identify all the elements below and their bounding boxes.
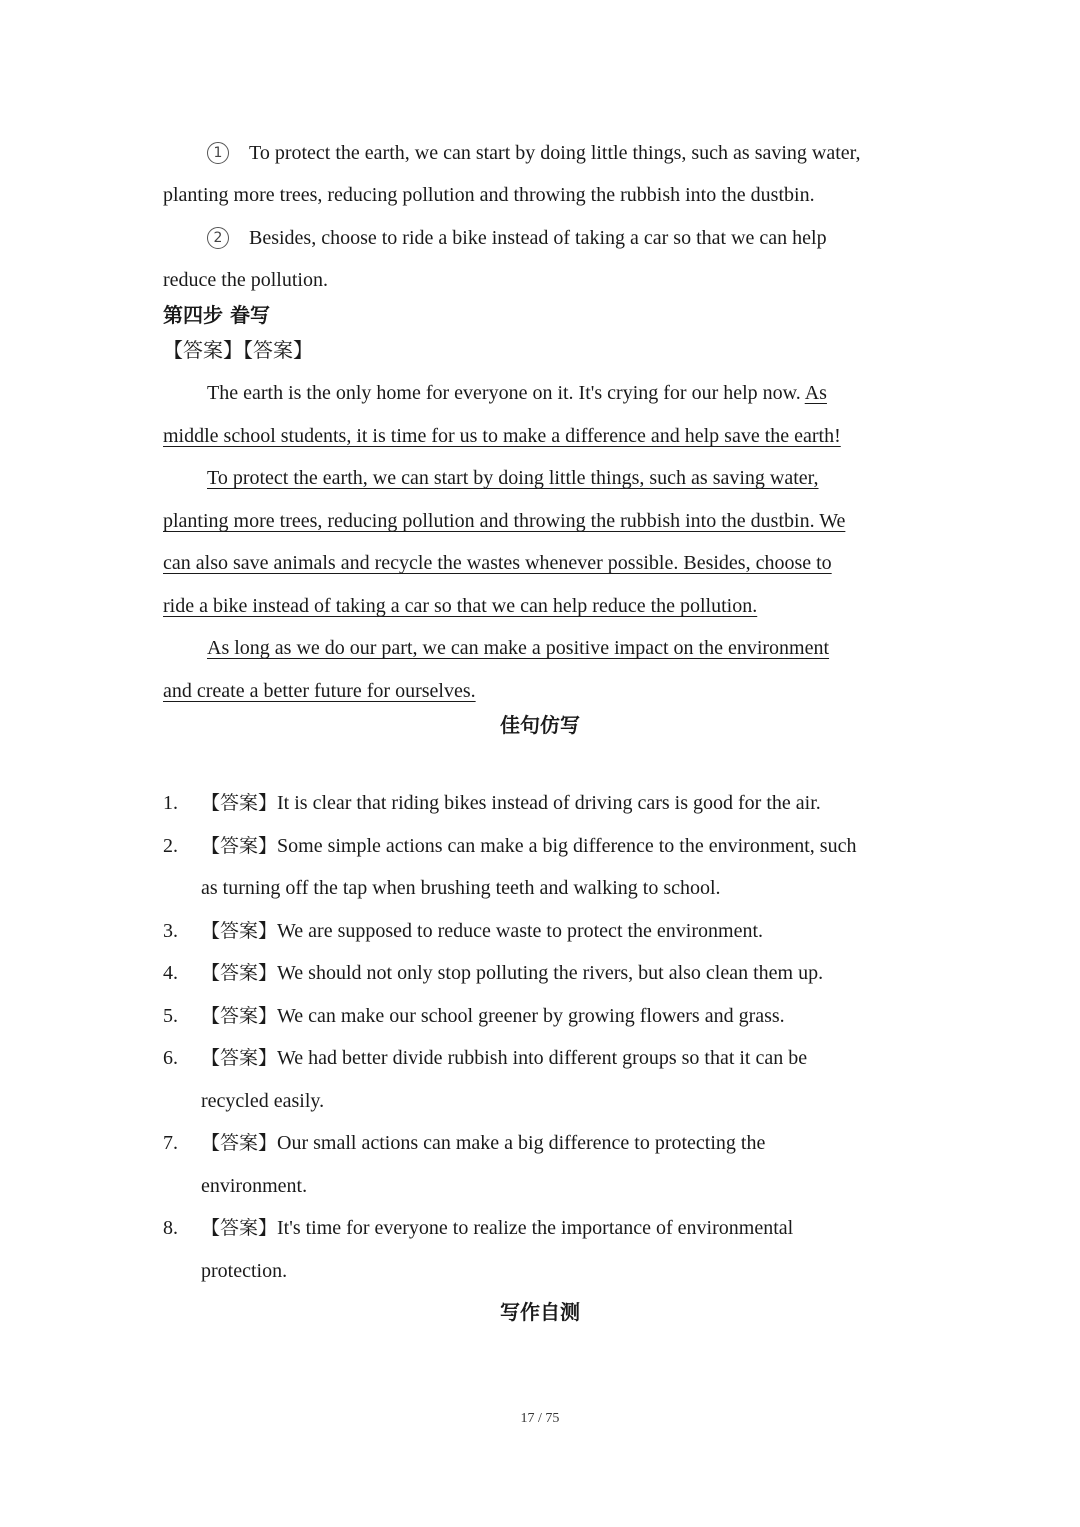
sentence-2: 2. 【答案】Some simple actions can make a big difference to the environment, such	[163, 835, 857, 857]
point-1-line-1: 1 To protect the earth, we can start by doing little things, such as saving water,	[207, 139, 861, 167]
sentence-1: 1. 【答案】It is clear that riding bikes instead of driving cars is good for the air.	[163, 792, 821, 814]
essay-p2-line-1: To protect the earth, we can start by doing little things, such as saving water,	[207, 467, 819, 489]
essay-p1-line-1: The earth is the only home for everyone on it. It's crying for our help now. As	[207, 382, 827, 404]
step4-heading: 第四步 眷写	[163, 303, 270, 327]
point-2-line-1: 2 Besides, choose to ride a bike instead of taking a car so that we can help	[207, 224, 827, 252]
sentence-6: 6. 【答案】We had better divide rubbish into different groups so that it can be	[163, 1047, 808, 1069]
sentence-2-continued: as turning off the tap when brushing teeth and walking to school.	[201, 877, 721, 899]
page-number: 17 / 75	[520, 1411, 560, 1426]
circled-number-2: 2	[207, 227, 229, 249]
section-title-writing-self-test: 写作自测	[500, 1300, 580, 1324]
sentence-8: 8. 【答案】It's time for everyone to realize the importance of environmental	[163, 1217, 794, 1239]
essay-p3-line-2: and create a better future for ourselves.	[163, 680, 476, 702]
essay-p2-line-4: ride a bike instead of taking a car so that we can help reduce the pollution.	[163, 595, 758, 617]
section-title-sentence-imitation: 佳句仿写	[500, 713, 580, 737]
essay-p2-line-3: can also save animals and recycle the wastes whenever possible. Besides, choose to	[163, 552, 832, 574]
point-1-line-2: planting more trees, reducing pollution and throwing the rubbish into the dustbin.	[163, 184, 815, 206]
sentence-3: 3. 【答案】We are supposed to reduce waste to protect the environment.	[163, 920, 764, 942]
point-2-line-2: reduce the pollution.	[163, 269, 328, 291]
essay-p3-line-1: As long as we do our part, we can make a positive impact on the environment	[207, 637, 830, 659]
sentence-4: 4. 【答案】We should not only stop polluting the rivers, but also clean them up.	[163, 962, 824, 984]
sentence-6-continued: recycled easily.	[201, 1090, 325, 1112]
sentence-7: 7. 【答案】Our small actions can make a big difference to protecting the	[163, 1132, 766, 1154]
sentence-5: 5. 【答案】We can make our school greener by growing flowers and grass.	[163, 1005, 785, 1027]
essay-p1-line-2: middle school students, it is time for us to make a difference and help save the earth!	[163, 425, 841, 447]
sentence-7-continued: environment.	[201, 1175, 308, 1197]
answer-tags: 【答案】【答案】	[163, 338, 313, 362]
essay-p2-line-2: planting more trees, reducing pollution and throwing the rubbish into the dustbin. We	[163, 510, 846, 532]
sentence-8-continued: protection.	[201, 1260, 288, 1282]
circled-number-1: 1	[207, 142, 229, 164]
